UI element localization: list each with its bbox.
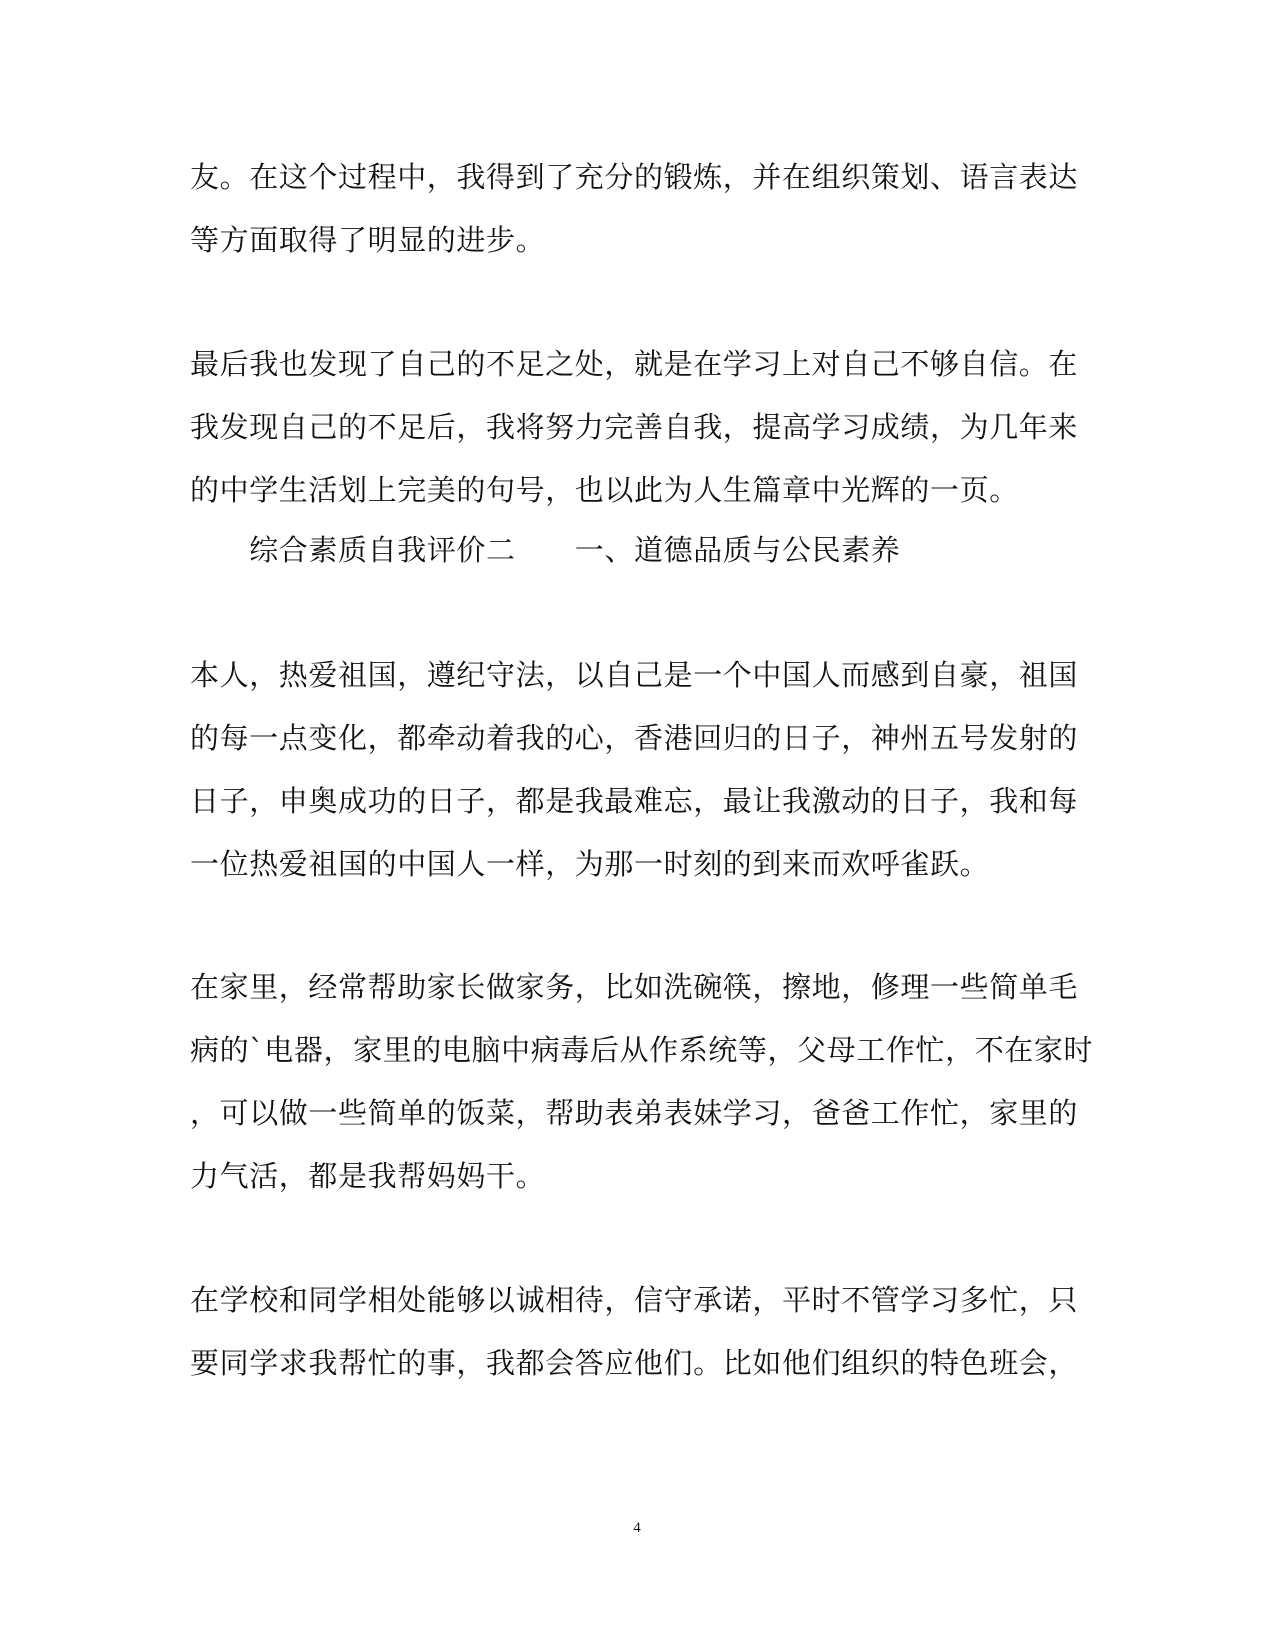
text-line: 一位热爱祖国的中国人一样，为那一时刻的到来而欢呼雀跃。 xyxy=(190,847,990,881)
text-line: 等方面取得了明显的进步。 xyxy=(190,223,546,257)
text-line: 我发现自己的不足后，我将努力完善自我，提高学习成绩，为几年来 xyxy=(190,410,1079,444)
text-line: 本人，热爱祖国，遵纪守法，以自己是一个中国人而感到自豪，祖国 xyxy=(190,658,1079,692)
text-line: 病的`电器，家里的电脑中病毒后从作系统等，父母工作忙，不在家时 xyxy=(190,1033,1094,1067)
text-line: 的每一点变化，都牵动着我的心，香港回归的日子，神州五号发射的 xyxy=(190,721,1079,755)
text-line: 最后我也发现了自己的不足之处，就是在学习上对自己不够自信。在 xyxy=(190,347,1079,381)
section-heading: 综合素质自我评价二 一、道德品质与公民素养 xyxy=(190,533,901,567)
text-line: 在家里，经常帮助家长做家务，比如洗碗筷，擦地，修理一些简单毛 xyxy=(190,970,1079,1004)
page-number: 4 xyxy=(633,1520,641,1536)
text-line: ，可以做一些简单的饭菜，帮助表弟表妹学习，爸爸工作忙，家里的 xyxy=(190,1096,1079,1130)
text-line: 在学校和同学相处能够以诚相待，信守承诺，平时不管学习多忙，只 xyxy=(190,1283,1079,1317)
text-line: 日子，申奥成功的日子，都是我最难忘，最让我激动的日子，我和每 xyxy=(190,784,1079,818)
text-line: 的中学生活划上完美的句号，也以此为人生篇章中光辉的一页。 xyxy=(190,473,1019,507)
text-line: 力气活，都是我帮妈妈干。 xyxy=(190,1159,546,1193)
text-line: 要同学求我帮忙的事，我都会答应他们。比如他们组织的特色班会， xyxy=(190,1346,1079,1380)
text-line: 友。在这个过程中，我得到了充分的锻炼，并在组织策划、语言表达 xyxy=(190,160,1079,194)
